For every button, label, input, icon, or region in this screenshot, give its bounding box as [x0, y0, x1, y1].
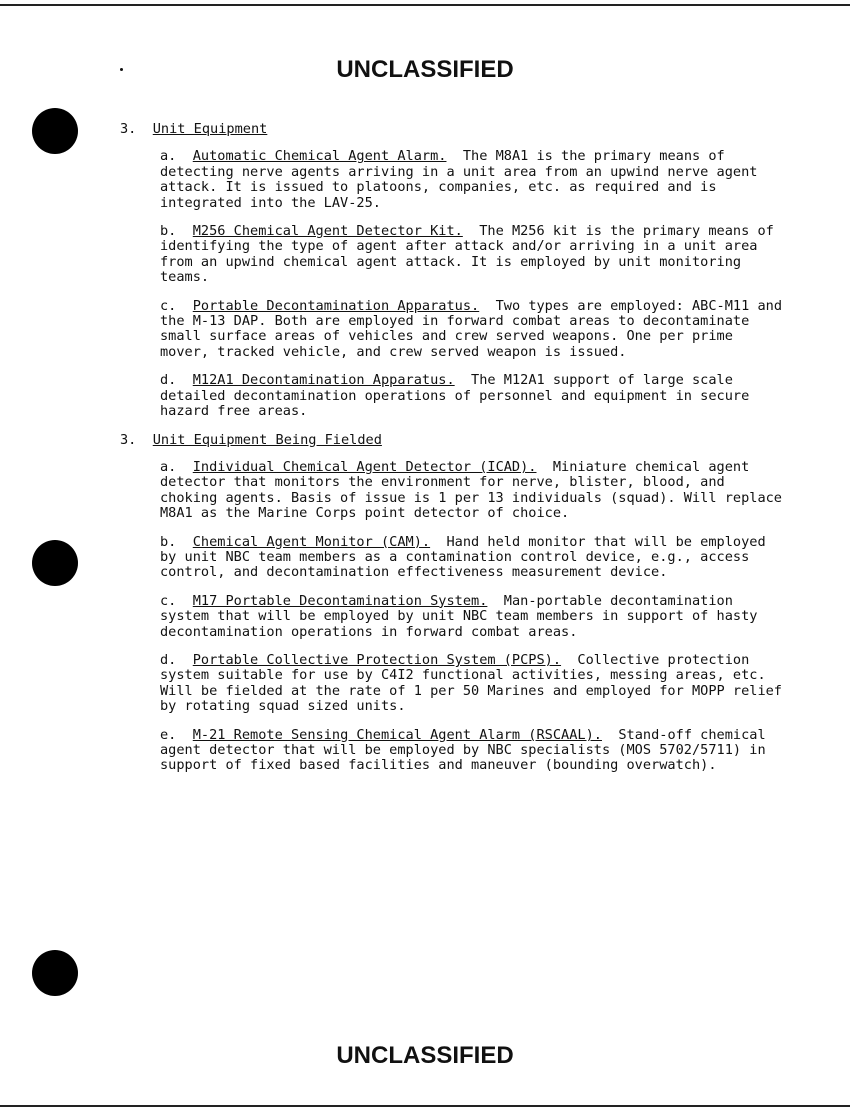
paragraph: c. Portable Decontamination Apparatus. Two types are employed: ABC-M11 and the M-13 DAP. Both are employed in forward combat areas to decontaminate small surface areas of vehicles and crew served weapons. One per prime mover, tracked vehicle, and crew served weapon is issued.	[160, 297, 783, 360]
paragraph: d. Portable Collective Protection System (PCPS). Collective protection system suitable for use by C4I2 functional activities, messing areas, etc. Will be fielded at the rate of 1 per 50 Marines and employed for MOPP relief by rotating squad sized units.	[160, 651, 782, 715]
paragraph: b. Chemical Agent Monitor (CAM). Hand held monitor that will be employed by unit NBC team members as a contamination control device, e.g., access control, and decontamination effectiveness measurement device.	[160, 533, 766, 581]
paragraph: c. M17 Portable Decontamination System. Man-portable decontamination system that will be employed by unit NBC team members in support of hasty decontamination operations in forward combat areas.	[160, 592, 758, 640]
paragraph: a. Individual Chemical Agent Detector (ICAD). Miniature chemical agent detector that monitors the environment for nerve, blister, blood, and choking agents. Basis of issue is 1 per 13 individuals (squad). Will replace M8A1 as the Marine Corps point detector of choice.	[160, 458, 782, 522]
paragraph: e. M-21 Remote Sensing Chemical Agent Alarm (RSCAAL). Stand-off chemical agent detector that will be employed by NBC specialists (MOS 5702/5711) in support of fixed based facilities and maneuver (bounding overwatch).	[160, 726, 766, 774]
punch-hole-bottom	[32, 950, 78, 996]
top-rule	[0, 4, 850, 6]
punch-hole-middle	[32, 540, 78, 586]
paragraph: a. Automatic Chemical Agent Alarm. The M8A1 is the primary means of detecting nerve agents arriving in a unit area from an upwind nerve agent attack. It is issued to platoons, companies, etc. as required and is integrated into the LAV-25.	[160, 148, 758, 211]
classification-top: UNCLASSIFIED	[336, 56, 514, 83]
section-heading: 3. Unit Equipment Being Fielded	[120, 431, 382, 448]
punch-hole-top	[32, 108, 78, 154]
paragraph: d. M12A1 Decontamination Apparatus. The M12A1 support of large scale detailed decontamination operations of personnel and equipment in secure hazard free areas.	[160, 372, 750, 420]
document-body	[120, 122, 790, 787]
paragraph: b. M256 Chemical Agent Detector Kit. The M256 kit is the primary means of identifying the type of agent after attack and/or arriving in a unit area from an upwind chemical agent attack. It is employed by unit monitoring teams.	[160, 223, 774, 286]
bottom-rule	[0, 1105, 850, 1107]
section-heading: 3. Unit Equipment	[120, 121, 268, 137]
classification-bottom: UNCLASSIFIED	[336, 1042, 514, 1069]
